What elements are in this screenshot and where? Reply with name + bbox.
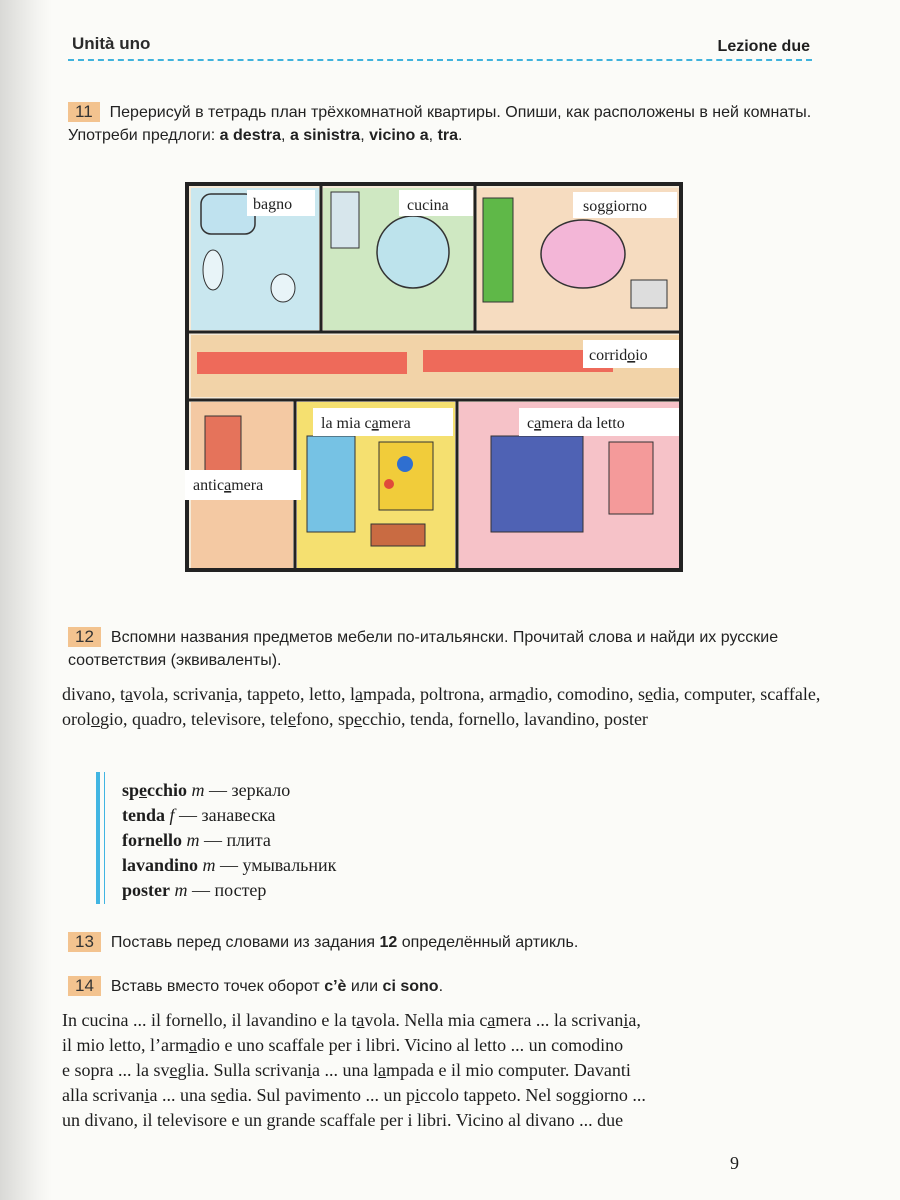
bedroom-rug [609, 442, 653, 514]
my-bed [307, 436, 355, 532]
text-line: alla scrivania ... una sedia. Sul pavimento ... un piccolo tappeto. Nel soggiorno ... [62, 1085, 646, 1105]
washbasin [203, 250, 223, 290]
vocabulary-word: scaffale, [760, 684, 821, 704]
vocabulary-word: tavola, [120, 684, 174, 704]
kitchen-table [377, 216, 449, 288]
vocabulary-word: orologio, [62, 709, 133, 729]
vocabulary-word: comodino, [557, 684, 638, 704]
double-bed [491, 436, 583, 532]
vocabulary-list [122, 778, 336, 903]
text-line: il mio letto, l’armadio e uno scaffale per i libri. Vicino al letto ... un comodino [62, 1035, 624, 1055]
label-bagno: bagno [253, 196, 293, 213]
vocabulary-word: televisore, [191, 709, 270, 729]
bathtub [201, 194, 255, 234]
exercise-14: 14 Вставь вместо точек оборот c’è или ci sono. [68, 975, 813, 998]
exercise-number: 12 [68, 627, 101, 647]
living-room-table [541, 220, 625, 288]
page-gutter-shadow [0, 0, 52, 1200]
exercise-12: 12 Вспомни названия предметов мебели по-итальянски. Прочитай слова и найди их русские соответствия (эквиваленты). [68, 627, 779, 669]
vocabulary-word: lampada, [350, 684, 420, 704]
vocabulary-entry: lavandino m — умывальник [122, 855, 337, 875]
page-number: 9 [730, 1153, 739, 1173]
label-soggiorno: soggiorno [583, 198, 647, 215]
label-corridoio: corridoio [589, 347, 648, 364]
vocabulary-entry: poster m — постер [122, 880, 267, 900]
vocabulary-word: scrivania, [173, 684, 248, 704]
vocabulary-entry: tenda f — занавеска [122, 805, 276, 825]
vocabulary-word: tenda, [409, 709, 458, 729]
header-divider [68, 59, 812, 61]
vocabulary-entry: fornello m — плита [122, 830, 271, 850]
vocabulary-word: computer, [684, 684, 761, 704]
vocabulary-word: sedia, [638, 684, 685, 704]
exercise-number: 14 [68, 976, 101, 996]
text-line: un divano, il televisore e un grande scaffale per i libri. Vicino al divano ... due [62, 1110, 624, 1130]
vocabulary-bar [96, 772, 100, 904]
vocabulary-word: lavandino, [523, 709, 604, 729]
exercise-number: 11 [68, 102, 100, 122]
vocabulary-word: letto, [309, 684, 350, 704]
exercise-11: 11 Перерисуй в тетрадь план трёхкомнатной квартиры. Опиши, как расположены в ней комнаты. Употреби предлоги: a destra, a sinistra, vicino a, tra. [68, 102, 812, 144]
sofa [483, 198, 513, 302]
toilet [271, 274, 295, 302]
vocabulary-word: tappeto, [247, 684, 309, 704]
furniture-word-list [62, 682, 822, 732]
label-cucina: cucina [407, 197, 449, 214]
vocabulary-word: poltrona, [420, 684, 489, 704]
my-room-rug [379, 442, 433, 510]
label-mia-camera: la mia camera [321, 415, 411, 432]
exercise-number: 13 [68, 932, 101, 952]
vocabulary-word: divano, [62, 684, 120, 704]
text-line: In cucina ... il fornello, il lavandino e la tavola. Nella mia camera ... la scrivania, [62, 1010, 641, 1030]
vocabulary-word: quadro, [132, 709, 191, 729]
lesson-header: Lezione due [717, 38, 810, 55]
vocabulary-word: specchio, [337, 709, 410, 729]
runner-rug-left [197, 352, 407, 374]
vocabulary-word: poster [603, 709, 648, 729]
tv [631, 280, 667, 308]
exercise-14-text [62, 1008, 807, 1133]
unit-header: Unità uno [72, 34, 151, 53]
desk [371, 524, 425, 546]
label-anticamera: anticamera [193, 477, 264, 494]
label-camera-da-letto: camera da letto [527, 415, 625, 432]
text-line: e sopra ... la sveglia. Sulla scrivania ... una lampada e il mio computer. Davanti [62, 1060, 631, 1080]
apartment-floor-plan [183, 180, 685, 574]
vocabulary-word: telefono, [269, 709, 338, 729]
vocabulary-entry: specchio m — зеркало [122, 780, 291, 800]
exercise-13: 13 Поставь перед словами из задания 12 определённый артикль. [68, 931, 813, 954]
vocabulary-word: fornello, [457, 709, 524, 729]
vocabulary-word: armadio, [489, 684, 557, 704]
stove [331, 192, 359, 248]
